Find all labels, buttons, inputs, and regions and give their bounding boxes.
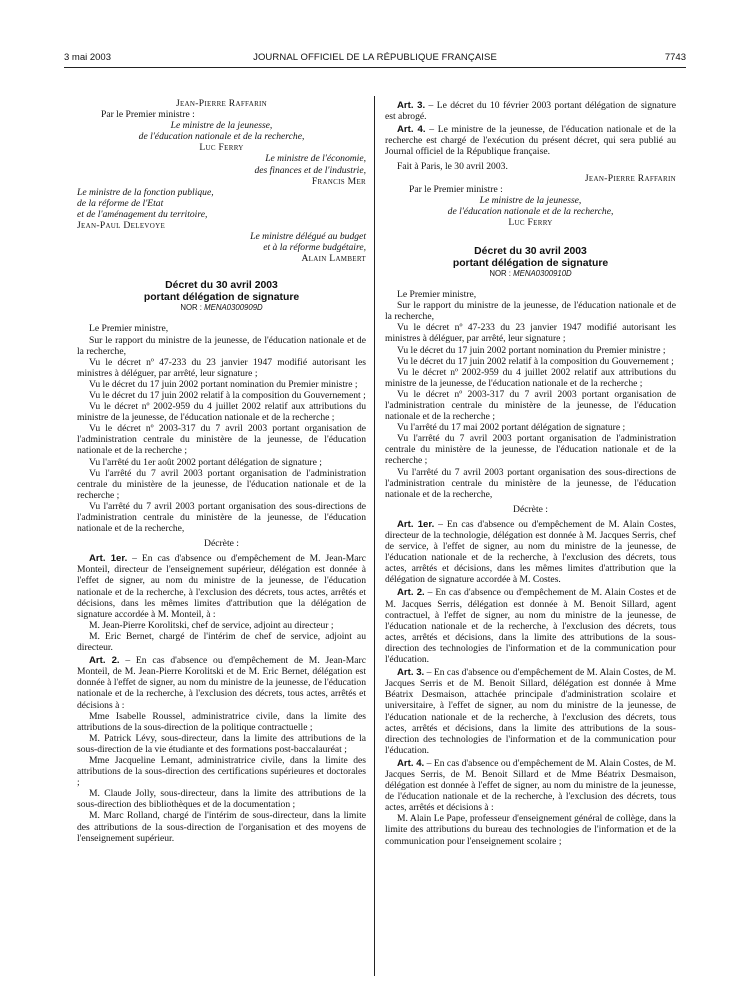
preamble-paragraph: Sur le rapport du ministre de la jeunesse, de l'éducation nationale et de la recherche, xyxy=(77,334,366,357)
preamble-paragraph: Vu l'arrêté du 7 avril 2003 portant organisation des sous-directions de l'administration centrale du ministère de la jeunesse, de l'éducation nationale et de la recherche, xyxy=(77,500,366,535)
article-text: M. Eric Bernet, chargé de l'intérim de chef de service, adjoint au directeur. xyxy=(77,630,366,654)
journal-title: JOURNAL OFFICIEL DE LA RÉPUBLIQUE FRANÇAISE xyxy=(253,52,497,63)
signatory-name: Jean-Pierre Raffarin xyxy=(584,172,676,184)
article-text: M. Marc Rolland, chargé de l'intérim de sous-directeur, dans la limite des attributions de la sous-direction de l'organisation et des moyens de l'enseignement supérieur. xyxy=(77,810,366,844)
article-text: – En cas d'absence ou d'empêchement de M. Alain Costes, directeur de la technologie, délégation est donnée à M. Jacques Serris, chef de service, à l'effet de signer, au nom du ministre de la jeunesse, de l'éducation nationale et de la recherche, à l'exclusion des décrets, tous actes, arrêtés et décisions, dans les mêmes limites d'attribution que la délégation de signature accordée à M. Costes. xyxy=(385,518,676,586)
nor-code: MENA0300909D xyxy=(204,303,263,313)
article-text: M. Alain Le Pape, professeur d'enseignement général de collège, dans la limite des attributions du bureau des technologies de l'information et de la communication pour l'enseignement scolaire ; xyxy=(385,813,676,847)
preamble-paragraph: Vu le décret du 17 juin 2002 relatif à la composition du Gouvernement ; xyxy=(89,389,366,401)
signatory-title: des finances et de l'industrie, xyxy=(254,164,366,176)
signature-line xyxy=(77,187,366,198)
preamble-paragraph: Vu le décret nº 2002-959 du 4 juillet 2002 relatif aux attributions du ministre de la jeunesse, de l'éducation nationale et de la recherche ; xyxy=(385,366,676,389)
signatory-name: Luc Ferry xyxy=(199,142,244,154)
signatory-title: Le ministre de la jeunesse, xyxy=(479,194,582,206)
decrete-heading-2: Décrète : xyxy=(513,503,548,515)
signature-line xyxy=(77,220,366,231)
signatory-title: de la réforme de l'Etat xyxy=(77,197,164,209)
page-number: 7743 xyxy=(664,52,686,63)
signature-line xyxy=(77,98,366,109)
nor-label: NOR : xyxy=(180,303,202,313)
left-signature-block xyxy=(77,98,366,264)
right-signature-block xyxy=(385,173,676,228)
article-label: Art. 4. xyxy=(397,757,425,769)
signing-place-date: Fait à Paris, le 30 avril 2003. xyxy=(397,161,508,173)
article-label: Art. 2. xyxy=(397,587,425,599)
signatory-title: Le ministre de la fonction publique, xyxy=(77,186,214,198)
article-label: Art. 3. xyxy=(397,100,426,111)
page-header xyxy=(64,52,686,66)
preamble-paragraph: Vu le décret nº 47-233 du 23 janvier 1947 modifié autorisant les ministres à déléguer, par arrêté, leur signature ; xyxy=(77,356,366,379)
preamble-paragraph: Vu le décret nº 2003-317 du 7 avril 2003 portant organisation de l'administration centrale du ministère de la jeunesse, de l'éducation nationale et de la recherche ; xyxy=(385,388,676,423)
signature-line xyxy=(385,195,676,206)
decree-title-subject: portant délégation de signature xyxy=(452,257,609,269)
decree-title-subject: portant délégation de signature xyxy=(143,291,300,303)
article-text: Mme Jacqueline Lemant, administratrice civile, dans la limite des attributions de la sous-direction des certifications supérieures et doctorales ; xyxy=(77,754,366,789)
article-label: Art. 2. xyxy=(89,655,120,667)
signature-line xyxy=(77,120,366,131)
signatory-title: Le ministre délégué au budget xyxy=(250,231,366,243)
signature-line xyxy=(77,253,366,264)
decree-title-date: Décret du 30 avril 2003 xyxy=(165,280,278,292)
article-paragraph xyxy=(385,100,676,122)
article-text: M. Claude Jolly, sous-directeur, dans la limite des attributions de la sous-direction des bibliothèques et de la documentation ; xyxy=(77,788,366,811)
preamble-paragraph: Le Premier ministre, xyxy=(89,323,169,335)
decree-title-2 xyxy=(385,246,676,269)
article-item xyxy=(77,631,366,653)
signature-line xyxy=(77,131,366,142)
preamble-paragraph: Vu l'arrêté du 1er août 2002 portant délégation de signature ; xyxy=(89,456,322,468)
signature-line xyxy=(77,153,366,164)
signatory-title: Le ministre de la jeunesse, xyxy=(170,120,273,132)
article-text: – En cas d'absence ou d'empêchement de M. Alain Costes et de M. Jacques Serris, délégation est donnée à M. Benoit Sillard, agent contractuel, à l'effet de signer, au nom du ministre de la jeunesse, de l'éducation nationale et de la recherche, à l'exclusion des décrets, tous actes, arrêtés et décisions, dans la limite des attributions de la sous-direction des technologies de l'information et de la communication pour l'éducation. xyxy=(385,587,676,666)
preamble-paragraph: Vu l'arrêté du 7 avril 2003 portant organisation de l'administration centrale du ministère de la jeunesse, de l'éducation nationale et de la recherche ; xyxy=(385,433,676,467)
signatory-name: Francis Mer xyxy=(311,175,366,187)
signature-line xyxy=(77,109,366,120)
signatory-name: Luc Ferry xyxy=(508,216,553,228)
signature-line xyxy=(77,242,366,253)
signatory-name: Jean-Pierre Raffarin xyxy=(175,98,268,109)
article-paragraph xyxy=(385,758,676,813)
article-label: Art. 1er. xyxy=(397,518,435,530)
signature-line xyxy=(77,209,366,220)
signature-line xyxy=(77,165,366,176)
signatory-title: et de l'aménagement du territoire, xyxy=(77,208,208,220)
preamble-paragraph: Vu le décret nº 2002-959 du 4 juillet 2002 relatif aux attributions du ministre de la jeunesse, de l'éducation nationale et de la recherche ; xyxy=(77,401,366,424)
signature-line xyxy=(385,184,676,195)
article-text: – Le ministre de la jeunesse, de l'éducation nationale et de la recherche est chargé de l'exécution du présent décret, qui sera publié au Journal officiel de la République française. xyxy=(385,124,676,158)
article-text: – En cas d'absence ou d'empêchement de M. Alain Costes, de M. Jacques Serris et de M. Benoit Sillard, délégation est donnée à Mme Béatrix Desmaison, attachée principale d'administration scolaire et universitaire, à l'effet de signer, au nom du ministre de la jeunesse, de l'éducation nationale et de la recherche, à l'exclusion des décrets, tous actes, arrêtés et décisions, dans la limite des attributions de la sous-direction des technologies de l'information et de la communication pour l'éducation. xyxy=(385,667,676,756)
article-text: – Le décret du 10 février 2003 portant délégation de signature est abrogé. xyxy=(385,100,676,123)
nor-reference-2 xyxy=(385,269,676,279)
preamble-paragraph: Vu le décret du 17 juin 2002 portant nomination du Premier ministre ; xyxy=(89,378,358,390)
signatory-name: Jean-Paul Delevoye xyxy=(77,220,166,232)
signatory-name: Alain Lambert xyxy=(301,253,366,265)
signature-line xyxy=(77,142,366,153)
preamble-paragraph: Vu le décret du 17 juin 2002 portant nomination du Premier ministre ; xyxy=(397,344,666,356)
article-paragraph xyxy=(385,124,676,157)
signatory-title: Le ministre de l'économie, xyxy=(265,153,366,165)
article-paragraph xyxy=(385,519,676,586)
issue-date: 3 mai 2003 xyxy=(64,52,112,63)
preamble-paragraph: Vu l'arrêté du 7 avril 2003 portant organisation des sous-directions de l'administration centrale du ministère de la jeunesse, de l'éducation nationale et de la recherche, xyxy=(385,466,676,500)
nor-code: MENA0300910D xyxy=(513,269,572,279)
article-text: M. Jean-Pierre Korolitski, chef de service, adjoint au directeur ; xyxy=(89,619,334,631)
decree-title xyxy=(77,280,366,303)
decree-preamble xyxy=(77,323,366,534)
signature-line xyxy=(385,206,676,217)
right-column xyxy=(385,98,676,847)
preamble-paragraph: Vu l'arrêté du 7 avril 2003 portant organisation de l'administration centrale du ministère de la jeunesse, de l'éducation nationale et de la recherche ; xyxy=(77,467,366,501)
signatory-title: Par le Premier ministre : xyxy=(409,183,503,195)
preamble-paragraph: Le Premier ministre, xyxy=(397,289,477,301)
preamble-paragraph: Sur le rapport du ministre de la jeunesse, de l'éducation nationale et de la recherche, xyxy=(385,300,676,323)
signatory-title: de l'éducation nationale et de la recherche, xyxy=(138,131,305,143)
article-label: Art. 3. xyxy=(397,667,425,679)
article-item xyxy=(77,788,366,810)
article-paragraph xyxy=(385,587,676,665)
preamble-paragraph: Vu le décret du 17 juin 2002 relatif à la composition du Gouvernement ; xyxy=(397,355,674,367)
article-label: Art. 4. xyxy=(397,124,426,136)
article-text: – En cas d'absence ou d'empêchement de M. Jean-Marc Monteil, directeur de l'enseignement supérieur, délégation est donnée à l'effet de signer, au nom du ministre de la jeunesse, de l'éducation nationale et de la recherche, à l'exclusion des décrets, tous actes, arrêtés et décisions, dans les mêmes limites d'attribution que la délégation de signature accordée à M. Monteil, à : xyxy=(77,553,366,620)
signature-line xyxy=(385,217,676,228)
article-text: – En cas d'absence ou d'empêchement de M. Alain Costes, de M. Jacques Serris, de M. Benoit Sillard et de Mme Béatrix Desmaison, délégation est donnée à l'effet de signer, au nom du ministre de la jeunesse, de l'éducation nationale et de la recherche, à l'exclusion des décrets, tous actes, arrêtés et décisions à : xyxy=(385,757,676,814)
article-item xyxy=(77,755,366,788)
nor-reference xyxy=(77,303,366,313)
decree-title-date: Décret du 30 avril 2003 xyxy=(474,246,587,258)
article-paragraph xyxy=(77,655,366,710)
signatory-title: de l'éducation nationale et de la recherche, xyxy=(447,205,614,217)
article-paragraph xyxy=(77,553,366,620)
signature-line xyxy=(77,198,366,209)
signature-line xyxy=(385,173,676,184)
column-divider xyxy=(374,96,375,976)
article-label: Art. 1er. xyxy=(89,553,128,565)
decrete-heading: Décrète : xyxy=(204,538,239,550)
article-text: – En cas d'absence ou d'empêchement de M. Jean-Marc Monteil, de M. Jean-Pierre Korolitski et de M. Eric Bernet, délégation est donnée à l'effet de signer, au nom du ministre de la jeunesse, de l'éducation nationale et de la recherche, à l'exclusion des décrets, tous actes, arrêtés et décisions à : xyxy=(77,655,366,711)
article-item xyxy=(77,733,366,755)
nor-label: NOR : xyxy=(489,269,511,279)
previous-decree-articles xyxy=(385,100,676,157)
article-item xyxy=(385,813,676,846)
decree-articles xyxy=(77,553,366,843)
preamble-paragraph: Vu l'arrêté du 17 mai 2002 portant délégation de signature ; xyxy=(397,422,626,434)
article-text: M. Patrick Lévy, sous-directeur, dans la limite des attributions de la sous-direction de la vie étudiante et des formations post-baccalauréat ; xyxy=(77,732,366,755)
preamble-paragraph: Vu le décret nº 47-233 du 23 janvier 1947 modifié autorisant les ministres à déléguer, par arrêté, leur signature ; xyxy=(385,322,676,345)
article-item xyxy=(77,810,366,843)
signature-line xyxy=(77,176,366,187)
article-text: Mme Isabelle Roussel, administratrice civile, dans la limite des attributions de la sous-direction de la politique contractuelle ; xyxy=(77,710,366,733)
preamble-paragraph: Vu le décret nº 2003-317 du 7 avril 2003 portant organisation de l'administration centrale du ministère de la jeunesse, de l'éducation nationale et de la recherche ; xyxy=(77,423,366,457)
header-rule xyxy=(64,67,686,68)
article-item xyxy=(77,711,366,733)
left-column xyxy=(77,98,366,844)
article-item xyxy=(77,620,366,631)
signatory-title: et à la réforme budgétaire, xyxy=(263,242,366,254)
decree-preamble-2 xyxy=(385,289,676,500)
article-paragraph xyxy=(385,667,676,756)
signature-line xyxy=(77,231,366,242)
decree-articles-2 xyxy=(385,519,676,847)
signatory-title: Par le Premier ministre : xyxy=(101,109,195,121)
